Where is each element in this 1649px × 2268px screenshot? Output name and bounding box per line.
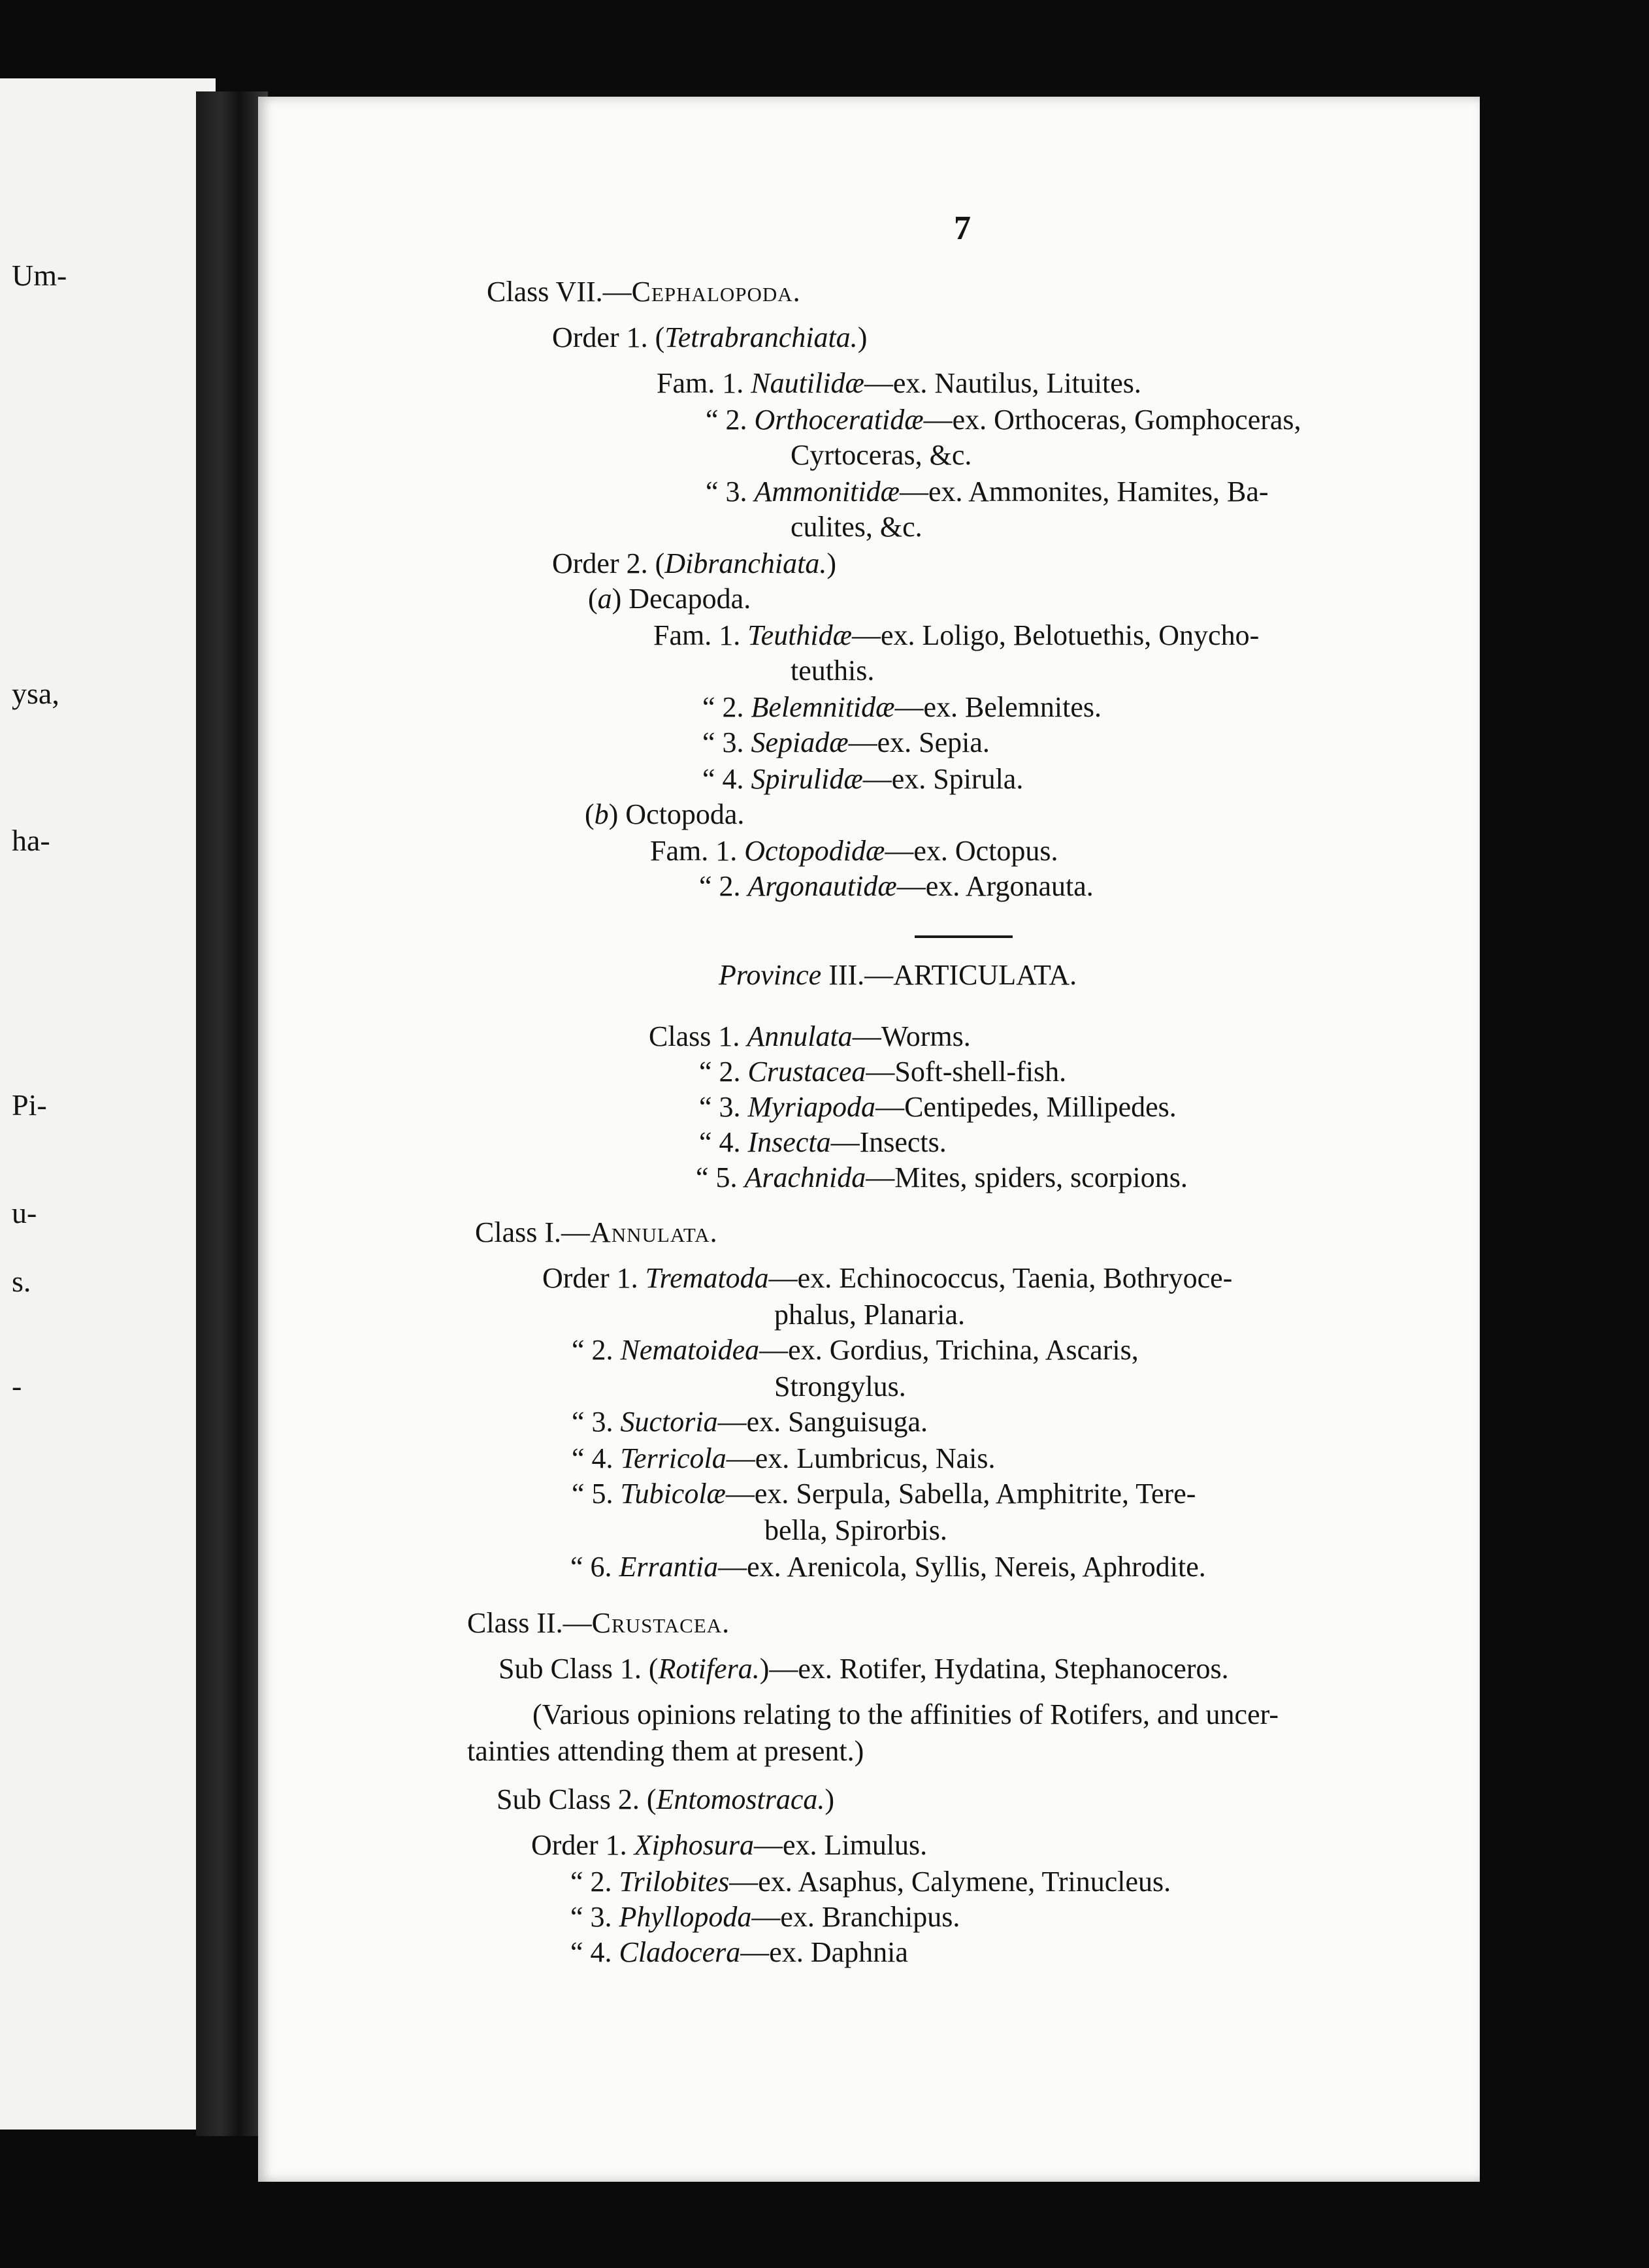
text-run: “ 4. <box>699 1126 748 1158</box>
italic-text: Terricola <box>620 1442 727 1474</box>
text-run: —ex. Orthoceras, Gomphoceras, <box>923 404 1301 436</box>
family-entry <box>699 869 1094 904</box>
order-heading <box>552 546 836 581</box>
italic-text: Xiphosura <box>634 1829 754 1861</box>
text-run: —Worms. <box>852 1020 971 1052</box>
text-run: —ex. Gordius, Trichina, Ascaris, <box>759 1334 1139 1366</box>
text-run: “ 3. <box>572 1406 621 1438</box>
text-run: —ex. Sanguisuga. <box>717 1406 928 1438</box>
book-spine <box>196 91 268 2136</box>
text-run: “ 3. <box>706 476 755 508</box>
left-fragment-text: ysa, <box>12 677 59 710</box>
italic-text: Suctoria <box>620 1406 718 1438</box>
continuation-line <box>791 510 922 545</box>
italic-text: Argonautidæ <box>747 870 897 902</box>
class-summary-entry <box>649 1019 971 1054</box>
family-entry <box>702 725 990 760</box>
family-entry <box>706 474 1269 510</box>
italic-text: Province <box>719 959 822 991</box>
text-run: )—ex. Rotifer, Hydatina, Stephanoceros. <box>759 1653 1229 1685</box>
text-run: culites, &c. <box>791 511 922 543</box>
italic-text: Nematoidea <box>620 1334 760 1366</box>
text-run: “ 2. <box>699 1056 748 1088</box>
text-run: Class I.— <box>475 1216 590 1248</box>
left-fragment-text: Pi- <box>12 1088 47 1122</box>
order-entry <box>572 1404 928 1440</box>
suborder-heading <box>585 797 744 832</box>
text-run: —Soft-shell-fish. <box>866 1056 1067 1088</box>
italic-text: Phyllopoda <box>619 1901 752 1933</box>
text-run: —ex. Arenicola, Syllis, Nereis, Aphrodite. <box>718 1551 1206 1583</box>
suborder-heading <box>588 581 751 617</box>
text-run: Fam. 1. <box>650 835 745 867</box>
text-run: “ 3. <box>570 1901 619 1933</box>
text-run: Fam. 1. <box>657 367 751 399</box>
text-run: Class II.— <box>467 1607 592 1639</box>
text-run: —ex. Echinococcus, Taenia, Bothryoce- <box>768 1262 1233 1294</box>
continuation-line <box>774 1297 965 1333</box>
italic-text: a <box>597 583 612 615</box>
italic-text: Tubicolæ <box>620 1478 726 1510</box>
class-heading <box>467 1606 730 1641</box>
text-run: —Centipedes, Millipedes. <box>875 1091 1177 1123</box>
italic-text: Ammonitidæ <box>754 476 900 508</box>
family-entry <box>650 834 1058 869</box>
continuation-line <box>774 1369 906 1404</box>
text-run: —ex. Argonauta. <box>896 870 1094 902</box>
text-run: ( <box>588 583 598 615</box>
subclass-entry <box>498 1651 1229 1687</box>
order-entry <box>570 1549 1206 1585</box>
text-run: “ 4. <box>570 1936 619 1968</box>
text-run: —ex. Daphnia <box>740 1936 908 1968</box>
province-heading <box>719 958 1077 993</box>
text-run: ) <box>826 547 837 579</box>
small-caps-text: Cephalopoda. <box>631 276 801 308</box>
text-run: bella, Spirorbis. <box>764 1514 947 1546</box>
text-run: “ 2. <box>699 870 748 902</box>
text-run: ( <box>585 798 595 830</box>
order-entry <box>572 1333 1139 1368</box>
section-divider <box>915 935 1013 938</box>
note-text <box>467 1734 864 1769</box>
italic-text: Sepiadæ <box>751 726 849 758</box>
text-run: teuthis. <box>791 655 875 687</box>
order-entry <box>531 1828 927 1863</box>
text-run: “ 2. <box>572 1334 621 1366</box>
text-run: Strongylus. <box>774 1370 906 1402</box>
text-run: phalus, Planaria. <box>774 1299 966 1331</box>
left-fragment-text: - <box>12 1369 22 1402</box>
italic-text: Octopodidæ <box>744 835 885 867</box>
continuation-line <box>791 438 971 473</box>
class-summary-entry <box>696 1160 1188 1195</box>
order-entry <box>570 1900 960 1935</box>
left-fragment-text: ha- <box>12 824 50 857</box>
text-run: Class VII.— <box>487 276 632 308</box>
italic-text: Belemnitidæ <box>751 691 895 723</box>
text-run: —ex. Limulus. <box>753 1829 928 1861</box>
text-run: Fam. 1. <box>653 619 748 651</box>
left-fragment-text: Um- <box>12 259 67 292</box>
text-run: Sub Class 2. ( <box>497 1783 657 1815</box>
family-entry <box>653 618 1259 653</box>
italic-text: Spirulidæ <box>751 763 863 795</box>
left-page-fragment <box>0 78 216 2130</box>
class-summary-entry <box>699 1054 1066 1090</box>
text-run: “ 2. <box>702 691 751 723</box>
continuation-line <box>791 653 874 688</box>
text-run: ) <box>857 321 868 353</box>
text-run: ) Octopoda. <box>608 798 745 830</box>
italic-text: Dibranchiata. <box>664 547 827 579</box>
text-run: Order 1. <box>531 1829 634 1861</box>
order-entry <box>570 1935 908 1970</box>
italic-text: Arachnida <box>744 1161 866 1193</box>
continuation-line <box>764 1513 947 1548</box>
text-run: Order 2. ( <box>552 547 665 579</box>
text-run: “ 4. <box>572 1442 621 1474</box>
text-run: (Various opinions relating to the affinities of Rotifers, and uncer- <box>532 1698 1279 1730</box>
text-run: III.—ARTICULATA. <box>821 959 1077 991</box>
italic-text: Orthoceratidæ <box>754 404 924 436</box>
text-run: —ex. Sepia. <box>848 726 990 758</box>
class-heading <box>487 274 801 310</box>
order-entry <box>572 1441 996 1476</box>
small-caps-text: Annulata. <box>590 1216 718 1248</box>
text-run: Class 1. <box>649 1020 747 1052</box>
text-run: “ 3. <box>702 726 751 758</box>
text-run: —ex. Ammonites, Hamites, Ba- <box>899 476 1269 508</box>
text-run: tainties attending them at present.) <box>467 1735 864 1767</box>
order-entry <box>570 1864 1171 1900</box>
text-run: “ 3. <box>699 1091 748 1123</box>
subclass-entry <box>497 1782 834 1817</box>
text-run: —ex. Branchipus. <box>751 1901 960 1933</box>
class-summary-entry <box>699 1090 1177 1125</box>
order-entry <box>572 1476 1196 1512</box>
family-entry <box>702 690 1102 725</box>
text-run: —ex. Belemnites. <box>894 691 1102 723</box>
left-fragment-text: u- <box>12 1196 37 1229</box>
text-run: ) <box>824 1783 835 1815</box>
order-heading <box>552 320 867 355</box>
italic-text: Tetrabranchiata. <box>664 321 858 353</box>
text-run: —ex. Spirula. <box>862 763 1024 795</box>
text-run: Order 1. ( <box>552 321 665 353</box>
italic-text: Trematoda <box>645 1262 769 1294</box>
italic-text: Insecta <box>747 1126 831 1158</box>
text-run: —ex. Octopus. <box>885 835 1058 867</box>
italic-text: Errantia <box>619 1551 719 1583</box>
italic-text: Myriapoda <box>747 1091 876 1123</box>
family-entry <box>657 366 1141 401</box>
italic-text: Cladocera <box>619 1936 741 1968</box>
text-run: Cyrtoceras, &c. <box>791 439 972 471</box>
text-run: “ 4. <box>702 763 751 795</box>
italic-text: Annulata <box>747 1020 853 1052</box>
text-run: —ex. Serpula, Sabella, Amphitrite, Tere- <box>725 1478 1196 1510</box>
text-run: “ 5. <box>696 1161 745 1193</box>
text-run: —Mites, spiders, scorpions. <box>866 1161 1188 1193</box>
family-entry <box>702 762 1023 797</box>
italic-text: Nautilidæ <box>751 367 864 399</box>
text-run: —ex. Loligo, Belotuethis, Onycho- <box>852 619 1260 651</box>
italic-text: Teuthidæ <box>747 619 852 651</box>
text-run: Order 1. <box>542 1262 645 1294</box>
class-summary-entry <box>699 1125 947 1160</box>
document-page <box>258 97 1480 2182</box>
text-run: “ 6. <box>570 1551 619 1583</box>
small-caps-text: Crustacea. <box>591 1607 730 1639</box>
family-entry <box>706 402 1301 438</box>
text-run: —Insects. <box>830 1126 947 1158</box>
text-run: —ex. Asaphus, Calymene, Trinucleus. <box>729 1866 1171 1898</box>
note-text <box>532 1697 1279 1732</box>
italic-text: Rotifera. <box>658 1653 760 1685</box>
italic-text: Trilobites <box>619 1866 730 1898</box>
text-run: “ 2. <box>570 1866 619 1898</box>
italic-text: b <box>594 798 609 830</box>
text-run: Sub Class 1. ( <box>498 1653 659 1685</box>
italic-text: Crustacea <box>747 1056 866 1088</box>
text-run: —ex. Nautilus, Lituites. <box>864 367 1141 399</box>
text-run: “ 5. <box>572 1478 621 1510</box>
class-heading <box>475 1215 718 1250</box>
left-fragment-text: s. <box>12 1265 31 1298</box>
text-run: ) Decapoda. <box>612 583 751 615</box>
italic-text: Entomostraca. <box>656 1783 825 1815</box>
text-run: —ex. Lumbricus, Nais. <box>726 1442 996 1474</box>
order-entry <box>542 1261 1232 1296</box>
page-number: 7 <box>954 210 971 247</box>
text-run: “ 2. <box>706 404 755 436</box>
